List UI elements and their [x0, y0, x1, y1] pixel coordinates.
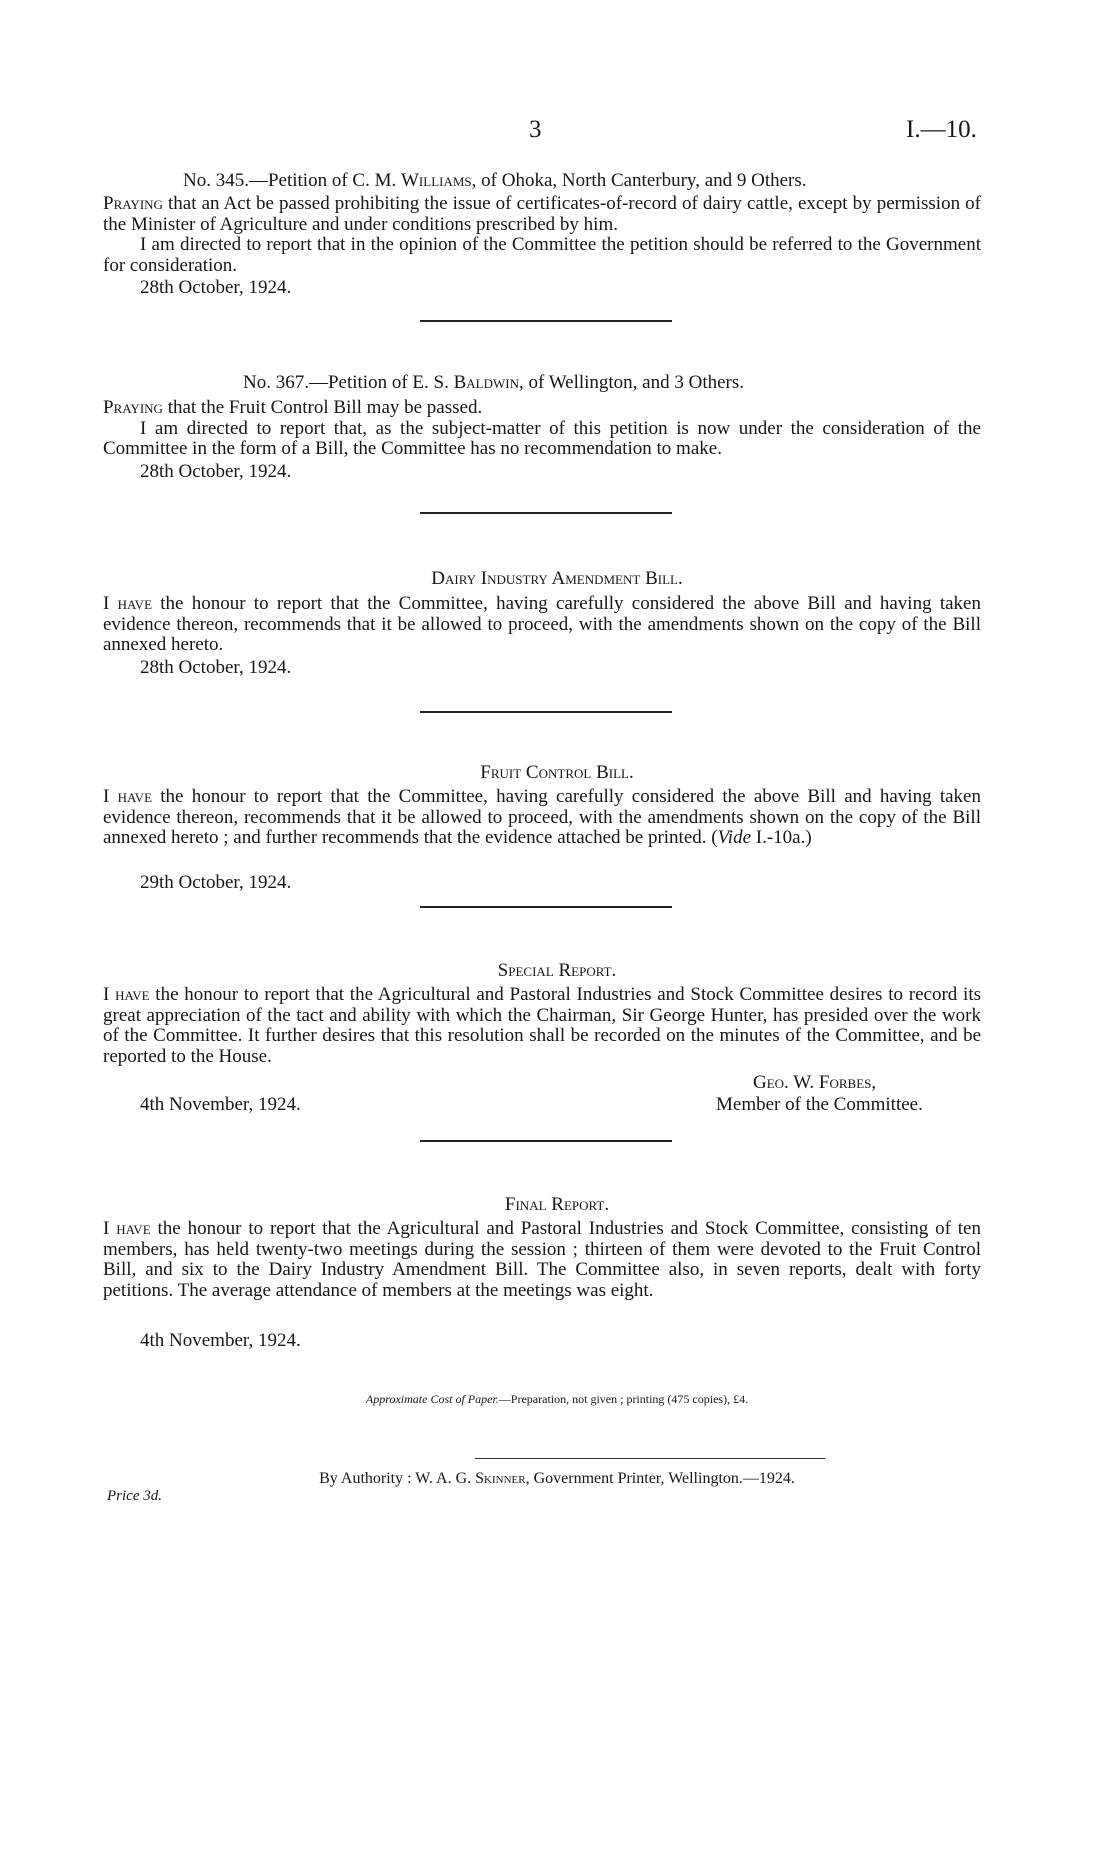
petitioner-name: Baldwin: [453, 372, 519, 393]
price-label: Price 3d.: [107, 1488, 162, 1504]
printer-authority: By Authority : W. A. G. Skinner, Government Printer, Wellington.—1924.: [319, 1470, 795, 1487]
document-reference: I.—10.: [906, 116, 977, 143]
petition-345-body: Praying that an Act be passed prohibiting the issue of certificates-of-record of dairy cattle, except by permission of the Minister of Agriculture and under conditions prescribed by him. I am directed to report that in the opinion of the Committee the petition should be referred to the Government for consideration.: [103, 193, 981, 276]
petition-345-date: 28th October, 1924.: [140, 277, 292, 298]
section-divider: [420, 1140, 672, 1142]
special-report-body: I have the honour to report that the Agricultural and Pastoral Industries and Stock Committee desires to record its great appreciation of the tact and ability with which the Chairman, Sir George Hunter, has presided over the work of the Committee. It further desires that this resolution shall be recorded on the minutes of the Committee, and be reported to the House.: [103, 984, 981, 1067]
special-report-date: 4th November, 1924.: [140, 1094, 301, 1115]
fruit-bill-date: 29th October, 1924.: [140, 872, 292, 893]
section-divider: [420, 320, 672, 322]
petition-367-heading: No. 367.—Petition of E. S. Baldwin, of Wellington, and 3 Others.: [243, 372, 745, 393]
section-divider: [420, 512, 672, 514]
petition-367-date: 28th October, 1924.: [140, 461, 292, 482]
final-report-date: 4th November, 1924.: [140, 1330, 301, 1351]
final-report-body: I have the honour to report that the Agricultural and Pastoral Industries and Stock Committee, consisting of ten members, has held twenty-two meetings during the session ; thirteen of them were devoted to the Fruit Control Bill, and six to the Dairy Industry Amendment Bill. The Committee also, in seven reports, dealt with forty petitions. The average attendance of members at the meetings was eight.: [103, 1218, 981, 1301]
final-report-heading: Final Report.: [504, 1194, 610, 1215]
petition-345-heading: No. 345.—Petition of C. M. Williams, of Ohoka, North Canterbury, and 9 Others.: [183, 170, 807, 191]
authority-rule: [475, 1458, 825, 1459]
signature-name: Geo. W. Forbes,: [753, 1072, 877, 1093]
fruit-bill-body: I have the honour to report that the Committee, having carefully considered the above Bill and having taken evidence thereon, recommends that it be allowed to proceed, with the amendments shown on the copy of the Bill annexed hereto ; and further recommends that the evidence attached be printed. (Vide I.-10a.): [103, 786, 981, 848]
dairy-bill-body: I have the honour to report that the Committee, having carefully considered the above Bill and having taken evidence thereon, recommends that it be allowed to proceed, with the amendments shown on the copy of the Bill annexed hereto.: [103, 593, 981, 655]
special-report-heading: Special Report.: [497, 960, 617, 981]
section-divider: [420, 906, 672, 908]
page-number: 3: [529, 116, 542, 143]
fruit-bill-heading: Fruit Control Bill.: [480, 762, 634, 783]
petition-367-body: Praying that the Fruit Control Bill may be passed. I am directed to report that, as the subject-matter of this petition is now under the consideration of the Committee in the form of a Bill, the Committee has no recommendation to make.: [103, 397, 981, 459]
cost-note: Approximate Cost of Paper.—Preparation, not given ; printing (475 copies), £4.: [365, 1392, 749, 1406]
signature-title: Member of the Committee.: [716, 1094, 923, 1115]
dairy-bill-date: 28th October, 1924.: [140, 657, 292, 678]
petitioner-name: Williams: [400, 170, 472, 191]
section-divider: [420, 711, 672, 713]
dairy-bill-heading: Dairy Industry Amendment Bill.: [431, 568, 683, 589]
